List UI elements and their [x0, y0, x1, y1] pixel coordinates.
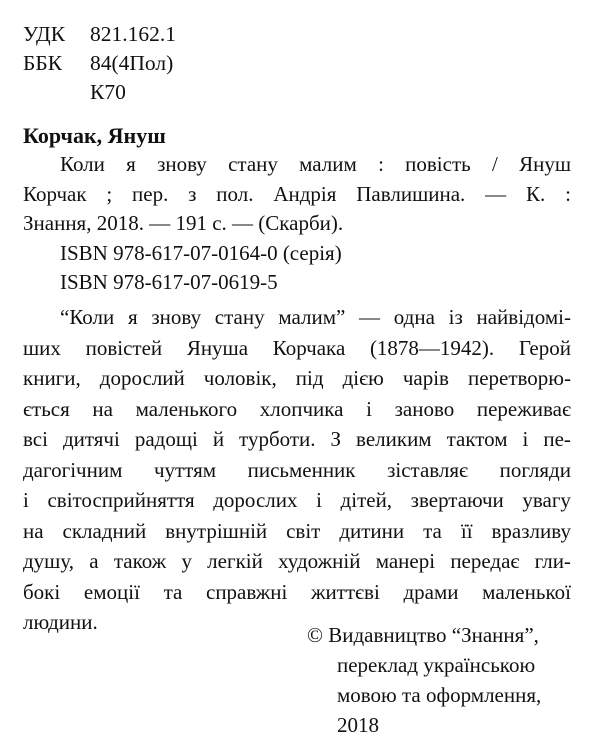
isbn: ISBN 978-617-07-0619-5 [60, 270, 278, 294]
annotation-line [23, 485, 571, 516]
annotation-paragraph [23, 302, 571, 638]
word: драми [403, 579, 459, 604]
word: чуттям [153, 457, 217, 482]
copyright-line-3: мовою та оформлення, [337, 683, 542, 707]
classification-codes [23, 20, 176, 107]
word: погляди [499, 457, 571, 482]
word: малим” [278, 305, 346, 329]
annotation-line [23, 302, 571, 333]
word: повість [405, 152, 471, 176]
word: й [212, 427, 225, 451]
biblio-line-3: Знання, 2018. — 191 с. — (Скарби). [23, 211, 344, 235]
word: (1878—1942). [369, 335, 495, 360]
word: дитячі [62, 427, 120, 451]
word: дорослий [99, 366, 185, 390]
word: також [113, 549, 167, 573]
word: пе- [543, 427, 571, 451]
word: пер. [132, 181, 169, 206]
word: : [378, 152, 384, 176]
word: Коли [60, 152, 105, 176]
word: бокі [23, 579, 61, 604]
word: дитини [339, 518, 405, 543]
word: хлопчика [259, 396, 344, 421]
word: із [448, 305, 463, 329]
word: життєві [310, 579, 380, 604]
word: передає [450, 549, 520, 573]
word: найвідомі- [476, 305, 571, 329]
word: манері [375, 549, 436, 573]
word: Корчак [23, 181, 87, 206]
biblio-line-1 [23, 150, 571, 180]
annotation-line [23, 577, 571, 608]
word: Януша [186, 335, 249, 360]
word: на [92, 396, 113, 421]
word: тактом [446, 427, 508, 451]
word: вразливу [491, 518, 571, 543]
word: чоловік, [203, 366, 277, 390]
word: ших [23, 335, 61, 360]
word: маленького [135, 396, 238, 421]
word: повістей [85, 335, 163, 360]
word: я [127, 305, 138, 329]
word: З [330, 427, 342, 451]
word: і [23, 488, 29, 512]
word: Корчака [272, 335, 346, 360]
word: під [295, 366, 324, 390]
word: ється [23, 396, 70, 421]
annotation-line [23, 394, 571, 425]
isbn-series: ISBN 978-617-07-0164-0 (серія) [60, 240, 342, 265]
word: дагогічним [23, 457, 123, 482]
word: перетворю- [467, 366, 571, 390]
word: і [316, 488, 322, 512]
word: дорослих [213, 488, 298, 512]
bbk-row [23, 49, 176, 78]
word: — [485, 181, 507, 206]
word: ; [106, 181, 113, 206]
word: стану [228, 152, 278, 176]
word: світ [286, 518, 321, 543]
word: Герой [518, 335, 571, 360]
word: справжні [206, 579, 288, 604]
word: і [522, 427, 529, 451]
word: художній [278, 549, 361, 573]
word: пол. [216, 181, 254, 206]
word: світосприйняття [47, 488, 195, 512]
udk-value: 821.162.1 [90, 22, 176, 46]
word: малим [299, 152, 357, 176]
word: заново [394, 396, 455, 421]
word: легкій [207, 549, 263, 573]
word: з [188, 181, 197, 206]
word: одна [393, 305, 435, 329]
word: Андрія [273, 181, 337, 206]
word: знову [151, 305, 202, 329]
word: чарів [402, 366, 449, 390]
word: емоції [83, 579, 140, 604]
word: і [366, 396, 372, 421]
word: книги, [23, 366, 81, 390]
word: маленької [482, 579, 571, 604]
word: та [163, 579, 183, 604]
annotation-line [23, 333, 571, 364]
word: у [181, 549, 192, 573]
word: стану [214, 305, 265, 329]
bbk-label: ББК [23, 51, 63, 75]
copyright-line-4: 2018 [337, 713, 379, 737]
word: “Коли [60, 305, 115, 329]
biblio-line-2 [23, 180, 571, 210]
udk-label: УДК [23, 22, 66, 46]
word: людини. [23, 610, 98, 634]
bbk-value: 84(4Пол) [90, 51, 174, 75]
word: увагу [522, 488, 571, 512]
word: душу, [23, 549, 75, 573]
copyright-line-2: переклад українською [337, 653, 536, 677]
word: Павлишина. [356, 181, 466, 206]
word: та [423, 518, 442, 543]
word: К. [525, 181, 546, 206]
word: дією [342, 366, 384, 390]
annotation-line [23, 363, 571, 394]
word: дітей, [340, 488, 393, 512]
author-mark: К70 [90, 80, 126, 104]
udk-row [23, 20, 176, 49]
annotation-line [23, 424, 571, 455]
word: гли- [534, 549, 571, 573]
word: зіставляє [387, 457, 469, 482]
word: складний [62, 518, 147, 543]
word: турботи. [239, 427, 316, 451]
word: на [23, 518, 44, 543]
bibliographic-record [23, 150, 571, 298]
word: радощі [134, 427, 198, 451]
word: великим [356, 427, 432, 451]
copyright-line-1: © Видавництво “Знання”, [307, 623, 539, 647]
word: її [460, 518, 473, 543]
author-heading: Корчак, Януш [23, 123, 166, 148]
word: : [565, 181, 571, 206]
copyright-notice [307, 620, 541, 740]
word: / [491, 152, 498, 176]
word: письменник [247, 457, 356, 482]
word: а [89, 549, 99, 573]
word: всі [23, 427, 48, 451]
word: внутрішній [165, 518, 268, 543]
word: звертаючи [410, 488, 504, 512]
word: я [126, 152, 136, 176]
annotation-line [23, 516, 571, 547]
annotation-line [23, 455, 571, 486]
word: знову [157, 152, 207, 176]
word: переживає [476, 396, 571, 421]
word: Януш [519, 152, 571, 176]
word: — [359, 305, 381, 329]
annotation-line [23, 546, 571, 577]
